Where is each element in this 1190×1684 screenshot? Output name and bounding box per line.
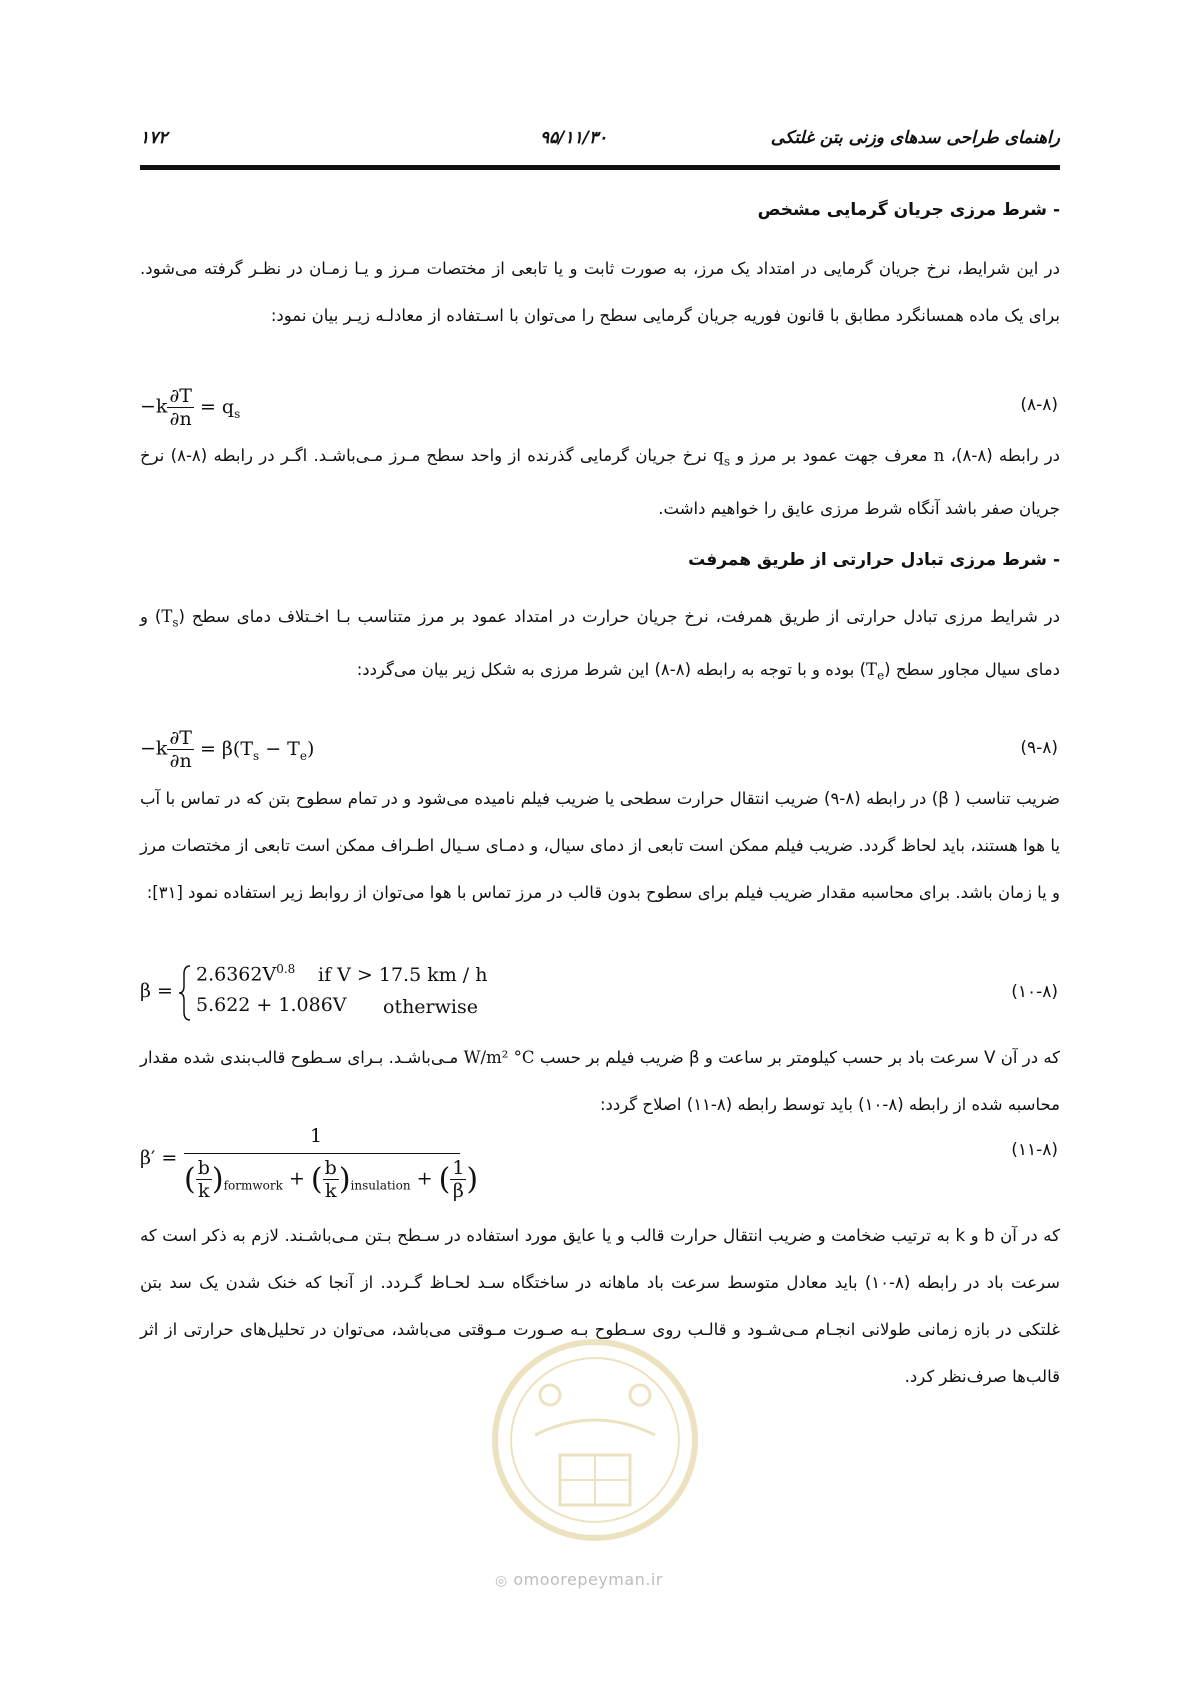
equation-8-8: −k $\frac{\partial T}{\partial n}$ = $q_s$: [140, 385, 241, 430]
left-brace-icon: [178, 964, 192, 1022]
equation-number: (۸-۸): [1020, 395, 1058, 415]
header-title: راهنمای طراحی سدهای وزنی بتن غلتکی: [770, 128, 1060, 148]
equation-8-11: β′ = 1 ( $\frac{b}{k}$ )$_{formwork}$ + ( $\frac{b}{k}$ )$_{insulation}$ + ( $\frac{1}{\beta}$ ): [140, 1125, 479, 1202]
paragraph: در رابطه (۸-۸)، n معرف جهت عمود بر مرز و $q_s$ نرخ جریان گرمایی گذرنده از واحد سطح مـرز مـی‌باشـد. اگـر در رابطه (۸-۸) نرخ جریان صفر باشد آنگاه شرط مرزی عایق را خواهیم داشت.: [140, 446, 1061, 519]
section-heading-specified-flux: - شرط مرزی جریان گرمایی مشخص: [757, 200, 1060, 220]
equation-8-9: −k $\frac{\partial T}{\partial n}$ = $\beta(T_s - T_e)$: [140, 727, 315, 772]
equation-number: (۹-۸): [1020, 738, 1058, 758]
watermark-site: ◎ omoorepeyman.ir: [495, 1570, 663, 1589]
page-number: ۱۷۲: [140, 128, 168, 148]
section-heading-convection: - شرط مرزی تبادل حرارتی از طریق همرفت: [688, 550, 1060, 570]
paragraph: در شرایط مرزی تبادل حرارتی از طریق همرفت، نرخ جریان حرارت در امتداد عمود بر مرز متناسب بـا اخـتلاف دمای سطح $(T_s)$ و دمای سیال مجاور سطح $(T_e)$ بوده و با توجه به رابطه (۸-۸) این شرط مرزی به شکل زیر بیان می‌گردد:: [140, 607, 1060, 683]
watermark-seal-icon: [480, 1335, 710, 1545]
equation-number: (۱۰-۸): [1011, 982, 1058, 1002]
paragraph: که در آن b و k به ترتیب ضخامت و ضریب انتقال حرارت قالب و یا عایق مورد استفاده در سـطح بـتن مـی‌باشـند. لازم به ذکر است که سرعت باد در رابطه (۸-۱۰) باید معادل متوسط سرعت باد ماهانه در ساختگاه سـد لحـاظ گـردد. از آنجا که خنک شدن یک سد بتن غلتکی در بازه زمانی طولانی انجـام مـی‌شـود و قالـب روی سـطوح بـه صـورت مـوقتی می‌باشد، می‌توان در تحلیل‌های حرارتی از اثر قالب‌ها صرف‌نظر کرد.: [140, 1226, 1060, 1386]
paragraph: در این شرایط، نرخ جریان گرمایی در امتداد یک مرز، به صورت ثابت و یا تابعی از مختصات مـرز و یـا زمـان در نظـر گرفته می‌شود. برای یک ماده همسانگرد مطابق با قانون فوریه جریان گرمایی سطح را می‌توان با اسـتفاده از معادلـه زیـر بیان نمود:: [140, 259, 1060, 325]
equation-number: (۱۱-۸): [1011, 1140, 1058, 1160]
header-date: ۹۵/۱۱/۳۰: [540, 128, 608, 148]
paragraph: ضریب تناسب ( β) در رابطه (۸-۹) ضریب انتقال حرارت سطحی یا ضریب فیلم نامیده می‌شود و در تمام سطوح بتن که در تماس با آب یا هوا هستند، باید لحاظ گردد. ضریب فیلم ممکن است تابعی از دمای سیال، و دمـای سـیال اطـراف ممکن است تابعی از مختصات مرز و یا زمان باشد. برای محاسبه مقدار ضریب فیلم برای سطوح بدون قالب در مرز تماس با هوا می‌توان از روابط زیر استفاده نمود [۳۱]:: [140, 789, 1060, 902]
equation-8-10: β = $2.6362V^{0.8}$ if V > 17.5 km / h 5.622 + 1.086V otherwise: [140, 962, 560, 1022]
header-rule: [140, 165, 1060, 170]
paragraph: که در آن V سرعت باد بر حسب کیلومتر بر ساعت و β ضریب فیلم بر حسب W/m² °C مـی‌باشـد. بـرای سـطوح قالب‌بندی شده مقدار محاسبه شده از رابطه (۸-۱۰) باید توسط رابطه (۸-۱۱) اصلاح گردد:: [140, 1048, 1061, 1114]
